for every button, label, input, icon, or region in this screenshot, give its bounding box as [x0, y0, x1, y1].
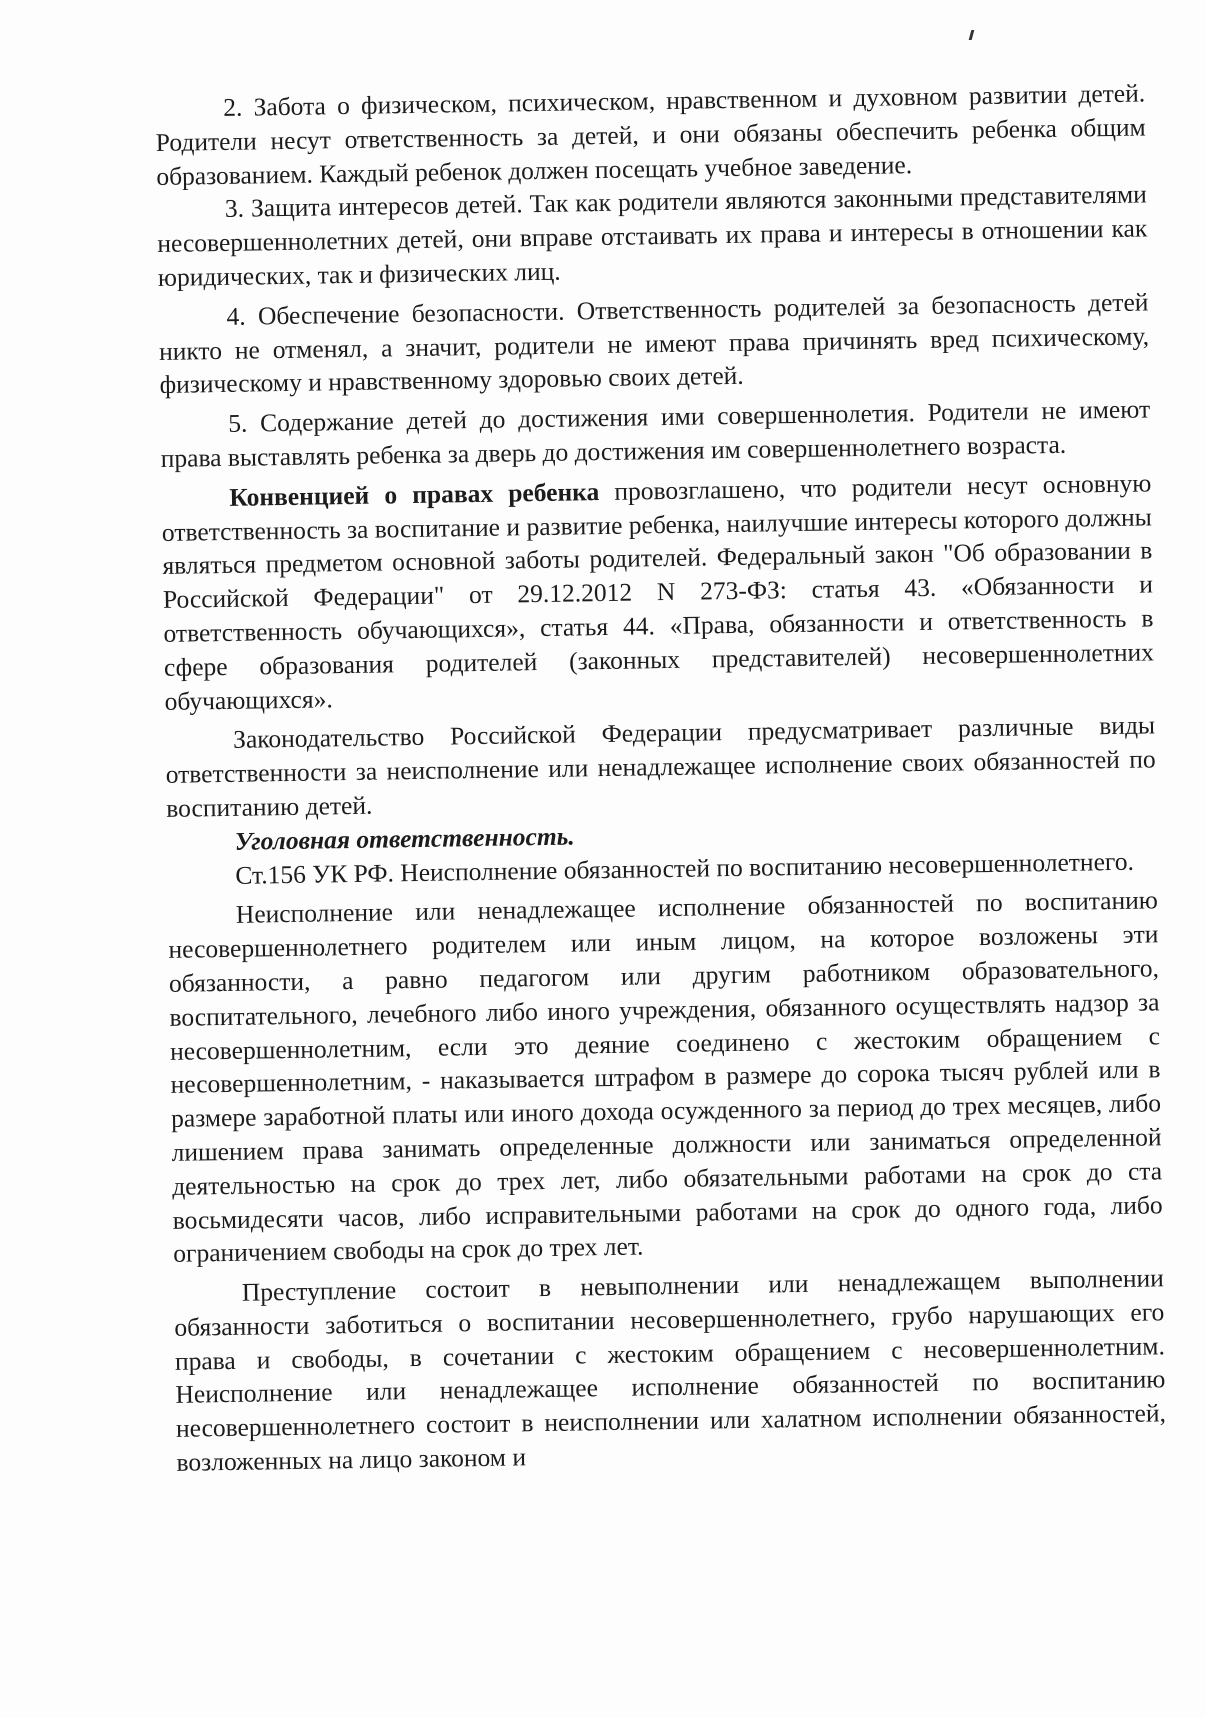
paragraph-legislation: Законодательство Российской Федерации предусматривает различные виды ответственности за неисполнение или ненадлежащее исполнение своих обязанностей по воспитанию детей.: [165, 710, 1156, 823]
paragraph-crime: Преступление состоит в невыполнении или ненадлежащем выполнении обязанности заботиться о воспитании несовершеннолетнего, грубо нарушающих его права и свободы, в сочетании с жестоким обращением с несовершеннолетним. Неисполнение или ненадлежащее исполнение обязанностей по воспитанию несовершеннолетнего состоит в неисполнении или халатном исполнении обязанностей, возложенных на лицо законом и: [174, 1263, 1167, 1477]
paragraph-protection: 3. Защита интересов детей. Так как родители являются законными представителями несовершеннолетних детей, они вправе отстаивать их права и интересы в отношении как юридических, так и физических лиц.: [157, 179, 1148, 292]
pen-mark: [969, 30, 975, 40]
section-heading: Уголовная ответственность.: [234, 821, 575, 856]
document-body: [155, 76, 1167, 1479]
paragraph-convention: [161, 466, 1155, 718]
paragraph-safety: 4. Обеспечение безопасности. Ответственность родителей за безопасность детей никто не отменял, а значит, родители не имеют права причинять вред психическому, физическому и нравственному здоровью своих детей.: [158, 287, 1150, 400]
convention-title: Конвенцией о правах ребенка: [229, 476, 600, 512]
paragraph-article: Ст.156 УК РФ. Неисполнение обязанностей по воспитанию несовершеннолетнего.: [235, 846, 1135, 890]
paragraph-maintenance: 5. Содержание детей до достижения ими совершеннолетия. Родители не имеют права выставлять ребенка за дверь до достижения им совершеннолетнего возраста.: [160, 394, 1151, 473]
convention-text: провозглашено, что родители несут основную ответственность за воспитание и развитие ребенка, наилучшие интересы которого должны являться предметом основной заботы родителей. Федеральный закон "Об образовании в Российской Федерации" от 29.12.2012 N 273-ФЗ: статья 43. «Обязанности и ответственность обучающихся», статья 44. «Права, обязанности и ответственность в сфере образования родителей (законных представителей) несовершеннолетних обучающихся».: [161, 468, 1155, 716]
paragraph-care: 2. Забота о физическом, психическом, нравственном и духовном развитии детей. Родители несут ответственность за детей, и они обязаны обеспечить ребенка общим образованием. Каждый ребенок должен посещать учебное заведение.: [155, 78, 1146, 191]
paragraph-penalty: Неисполнение или ненадлежащее исполнение обязанностей по воспитанию несовершеннолетнего родителем или иным лицом, на которое возложены эти обязанности, а равно педагогом или другим работником образовательного, воспитательного, лечебного либо иного учреждения, обязанного осуществлять надзор за несовершеннолетним, если это деяние соединено с жестоким обращением с несовершеннолетним, - наказывается штрафом в размере до сорока тысяч рублей или в размере заработной платы или иного дохода осужденного за период до трех месяцев, либо лишением права занимать определенные должности или заниматься определенной деятельностью на срок до трех лет, либо обязательными работами на срок до ста восьмидесяти часов, либо исправительными работами на срок до одного года, либо ограничением свободы на срок до трех лет.: [168, 885, 1163, 1269]
